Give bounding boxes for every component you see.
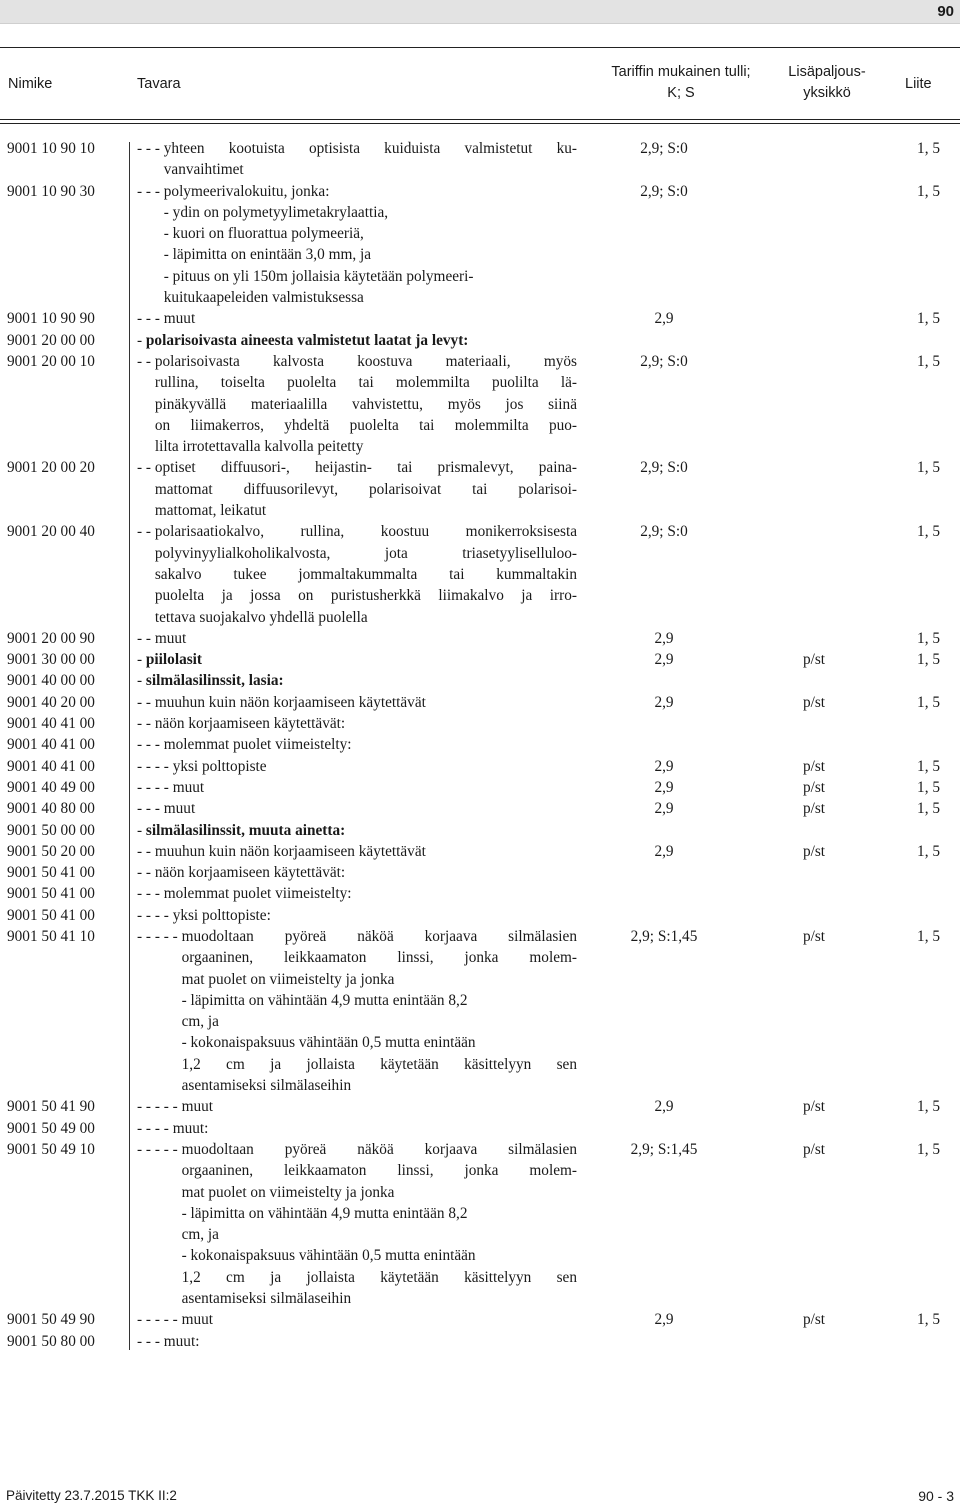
row-description	[137, 1331, 577, 1352]
header-bottom-rule	[0, 119, 960, 120]
row-code: 9001 50 49 10	[7, 1140, 95, 1158]
row-description	[137, 798, 577, 819]
row-text	[164, 1331, 577, 1352]
row-text-line: muuhun kuin näön korjaamiseen käytettävät	[154, 842, 426, 860]
row-rate: 2,9; S:0	[640, 352, 688, 370]
row-code: 9001 10 90 30	[7, 182, 95, 200]
row-text-line: orgaaninen, leikkaamaton linssi, jonka molem-	[181, 1162, 577, 1180]
row-rate: 2,9	[654, 629, 674, 647]
row-dashes: - -	[137, 864, 155, 882]
row-text-line: muut	[154, 629, 187, 647]
row-text-line: - ydin on polymetyylimetakrylaattia,	[163, 203, 389, 221]
row-code: 9001 50 80 00	[7, 1332, 95, 1350]
row-dashes: - - - - -	[137, 1311, 182, 1329]
table-row	[0, 330, 960, 351]
row-text-line: - läpimitta on vähintään 4,9 mutta enintään 8,2	[181, 1204, 468, 1222]
row-rate: 2,9; S:1,45	[630, 1140, 698, 1158]
row-unit: p/st	[802, 1311, 826, 1329]
row-description	[137, 351, 577, 457]
row-unit: p/st	[802, 800, 826, 818]
row-text-line: - pituus on yli 150m jollaisia käytetään polymeeri-	[163, 267, 474, 285]
row-description	[137, 883, 577, 904]
row-description	[137, 713, 577, 734]
row-text	[155, 862, 577, 883]
row-text-line: pinäkyvällä materiaalilla vahvistettu, myös jos siinä	[154, 395, 577, 413]
row-description	[137, 777, 577, 798]
table-row	[0, 777, 960, 798]
row-description	[137, 1139, 577, 1309]
row-code: 9001 10 90 90	[7, 310, 95, 328]
table-row	[0, 883, 960, 904]
row-liite: 1, 5	[917, 842, 940, 860]
row-text-line: cm, ja	[181, 1226, 219, 1244]
row-text	[182, 1139, 577, 1309]
row-code: 9001 50 41 00	[7, 906, 95, 924]
row-code: 9001 20 00 90	[7, 629, 95, 647]
row-code: 9001 20 00 10	[7, 352, 95, 370]
row-code: 9001 20 00 20	[7, 459, 95, 477]
row-text-line: - kokonaispaksuus vähintään 0,5 mutta enintään	[181, 1034, 476, 1052]
row-text-line: muodoltaan pyöreä näköä korjaava silmälasien	[181, 927, 577, 945]
row-text-line: polarisaatiokalvo, rullina, koostuu monikerroksisesta	[154, 523, 577, 541]
row-description	[137, 862, 577, 883]
row-rate: 2,9; S:0	[640, 140, 688, 157]
row-dashes: - - - -	[137, 778, 173, 796]
row-dashes: - - - - -	[137, 927, 182, 945]
row-unit: p/st	[802, 757, 826, 775]
row-dashes: - -	[137, 842, 155, 860]
table-row	[0, 457, 960, 521]
row-liite: 1, 5	[917, 459, 940, 477]
row-liite: 1, 5	[917, 693, 940, 711]
row-text-line: mattomat diffuusorilevyt, polarisoivat tai polarisoi-	[154, 480, 577, 498]
row-dashes: -	[137, 672, 146, 690]
table-row	[0, 670, 960, 691]
row-text-line: - kokonaispaksuus vähintään 0,5 mutta enintään	[181, 1247, 476, 1265]
row-dashes: - - -	[137, 310, 164, 328]
row-code: 9001 20 00 00	[7, 331, 95, 349]
row-rate: 2,9; S:1,45	[630, 927, 698, 945]
row-rate: 2,9	[654, 1098, 674, 1116]
table-row	[0, 692, 960, 713]
row-text	[173, 777, 577, 798]
row-text-line: piilolasit	[145, 651, 203, 669]
row-unit: p/st	[802, 927, 826, 945]
header-tulli-line2: K; S	[667, 85, 695, 101]
row-dashes: - -	[137, 629, 155, 647]
header-lisapaljous	[772, 62, 882, 104]
row-description	[137, 1096, 577, 1117]
row-dashes: - - -	[137, 885, 164, 903]
footer-updated: Päivitetty 23.7.2015 TKK II:2	[6, 1488, 177, 1503]
row-description	[137, 308, 577, 329]
row-text	[155, 457, 577, 521]
row-description	[137, 734, 577, 755]
row-rate: 2,9	[654, 651, 674, 669]
row-text-line: muut	[163, 310, 196, 328]
row-text-line: molemmat puolet viimeistelty:	[163, 736, 352, 754]
header-lisa-line2: yksikkö	[803, 85, 851, 101]
row-text	[146, 670, 577, 691]
row-text-line: polarisoivasta aineesta valmistetut laatat ja levyt:	[145, 331, 469, 349]
table-row	[0, 181, 960, 309]
row-description	[137, 692, 577, 713]
row-text	[164, 734, 577, 755]
row-text-line: muuhun kuin näön korjaamiseen käytettävät	[154, 693, 426, 711]
row-text-line: molemmat puolet viimeistelty:	[163, 885, 352, 903]
row-liite: 1, 5	[917, 182, 940, 200]
row-text-line: muut	[181, 1098, 214, 1116]
row-dashes: - - - -	[137, 1119, 173, 1137]
row-text-line: yksi polttopiste	[172, 757, 267, 775]
row-text-line: yhteen kootuista optisista kuiduista valmistetut ku-	[163, 140, 577, 157]
row-rate: 2,9	[654, 310, 674, 328]
row-description	[137, 756, 577, 777]
table-row	[0, 734, 960, 755]
row-text	[155, 841, 577, 862]
row-description	[137, 1118, 577, 1139]
row-unit: p/st	[802, 1098, 826, 1116]
row-rate: 2,9	[654, 778, 674, 796]
table-row	[0, 1331, 960, 1352]
row-text	[146, 820, 577, 841]
row-text-line: muodoltaan pyöreä näköä korjaava silmälasien	[181, 1140, 577, 1158]
row-text	[155, 628, 577, 649]
row-text	[164, 308, 577, 329]
row-description	[137, 138, 577, 181]
row-unit: p/st	[802, 778, 826, 796]
row-description	[137, 628, 577, 649]
row-dashes: - - -	[137, 800, 164, 818]
row-dashes: - -	[137, 352, 155, 370]
row-description	[137, 820, 577, 841]
row-rate: 2,9; S:0	[640, 182, 688, 200]
tariff-table	[0, 138, 960, 1352]
row-text-line: näön korjaamiseen käytettävät:	[154, 864, 346, 882]
row-rate: 2,9	[654, 1311, 674, 1329]
row-liite: 1, 5	[917, 1098, 940, 1116]
row-text-line: muut:	[163, 1332, 200, 1350]
row-rate: 2,9	[654, 800, 674, 818]
row-liite: 1, 5	[917, 140, 940, 157]
row-liite: 1, 5	[917, 651, 940, 669]
row-liite: 1, 5	[917, 1311, 940, 1329]
row-text	[182, 1096, 577, 1117]
row-dashes: - - - -	[137, 757, 173, 775]
table-row	[0, 138, 960, 181]
row-dashes: - - - - -	[137, 1098, 182, 1116]
row-code: 9001 50 20 00	[7, 842, 95, 860]
row-description	[137, 181, 577, 309]
row-text-line: puolelta ja jossa on puristusherkkä liimakalvo ja irro-	[154, 587, 577, 605]
table-row	[0, 628, 960, 649]
row-liite: 1, 5	[917, 778, 940, 796]
row-dashes: - -	[137, 715, 155, 733]
row-code: 9001 20 00 40	[7, 523, 95, 541]
row-text	[155, 351, 577, 457]
row-text-line: muut	[163, 800, 196, 818]
row-code: 9001 50 49 90	[7, 1311, 95, 1329]
row-code: 9001 50 41 10	[7, 927, 95, 945]
row-text-line: muut:	[172, 1119, 209, 1137]
row-dashes: -	[137, 821, 146, 839]
row-text-line: lilta irrotettavalla kalvolla peitetty	[154, 438, 364, 456]
row-dashes: - -	[137, 523, 155, 541]
table-row	[0, 351, 960, 457]
row-liite: 1, 5	[917, 757, 940, 775]
row-text	[173, 1118, 577, 1139]
row-code: 9001 40 00 00	[7, 672, 95, 690]
header-tavara: Tavara	[137, 76, 181, 92]
table-row	[0, 862, 960, 883]
row-text-line: asentamiseksi silmälaseihin	[181, 1290, 352, 1308]
row-code: 9001 50 41 00	[7, 885, 95, 903]
row-text-line: kuitukaapeleiden valmistuksessa	[163, 289, 364, 307]
row-text-line: orgaaninen, leikkaamaton linssi, jonka molem-	[181, 949, 577, 967]
header-bottom-rule-double	[0, 123, 960, 124]
row-description	[137, 457, 577, 521]
row-text-line: silmälasilinssit, lasia:	[145, 672, 284, 690]
page-number: 90	[937, 3, 954, 20]
row-description	[137, 670, 577, 691]
row-text-line: vanvaihtimet	[163, 161, 244, 179]
row-text-line: asentamiseksi silmälaseihin	[181, 1077, 352, 1095]
row-description	[137, 841, 577, 862]
row-rate: 2,9	[654, 693, 674, 711]
table-row	[0, 1139, 960, 1309]
row-code: 9001 50 00 00	[7, 821, 95, 839]
table-row	[0, 1096, 960, 1117]
row-dashes: - - -	[137, 1332, 164, 1350]
row-text-line: mat puolet on viimeistelty ja jonka	[181, 970, 395, 988]
row-text-line: yksi polttopiste:	[172, 906, 271, 924]
row-text	[173, 905, 577, 926]
row-description	[137, 330, 577, 351]
table-row	[0, 521, 960, 627]
row-text	[146, 330, 577, 351]
row-text-line: - läpimitta on enintään 3,0 mm, ja	[163, 246, 372, 264]
row-dashes: -	[137, 331, 146, 349]
row-text-line: mat puolet on viimeistelty ja jonka	[181, 1183, 395, 1201]
table-row	[0, 713, 960, 734]
header-tulli-line1: Tariffin mukainen tulli;	[611, 64, 751, 80]
table-row	[0, 841, 960, 862]
table-row	[0, 1118, 960, 1139]
row-code: 9001 50 41 90	[7, 1098, 95, 1116]
row-unit: p/st	[802, 693, 826, 711]
row-text	[155, 713, 577, 734]
row-description	[137, 521, 577, 627]
row-text	[173, 756, 577, 777]
row-text-line: optiset diffuusori-, heijastin- tai prismalevyt, paina-	[154, 459, 577, 477]
row-dashes: - - -	[137, 182, 164, 200]
row-text	[155, 692, 577, 713]
footer-page-ref: 90 - 3	[918, 1488, 954, 1504]
row-text	[164, 883, 577, 904]
row-description	[137, 905, 577, 926]
table-row	[0, 756, 960, 777]
row-text-line: muut	[172, 778, 205, 796]
page-number-bar	[0, 0, 960, 24]
row-text-line: näön korjaamiseen käytettävät:	[154, 715, 346, 733]
row-text-line: 1,2 cm ja jollaista käytetään käsittelyyn sen	[181, 1055, 577, 1073]
row-dashes: - - -	[137, 736, 164, 754]
row-text-line: tettava suojakalvo yhdellä puolella	[154, 608, 368, 626]
row-unit: p/st	[802, 651, 826, 669]
row-dashes: - - - -	[137, 906, 173, 924]
table-row	[0, 308, 960, 329]
row-rate: 2,9; S:0	[640, 523, 688, 541]
row-text	[164, 181, 577, 309]
row-code: 9001 40 41 00	[7, 736, 95, 754]
row-liite: 1, 5	[917, 352, 940, 370]
row-liite: 1, 5	[917, 523, 940, 541]
row-description	[137, 649, 577, 670]
table-row	[0, 1309, 960, 1330]
row-code: 9001 40 49 00	[7, 778, 95, 796]
header-liite: Liite	[905, 76, 932, 92]
row-code: 9001 40 20 00	[7, 693, 95, 711]
row-text-line: rullina, toiselta puolelta tai molemmilta puolilta lä-	[154, 374, 577, 392]
row-rate: 2,9	[654, 842, 674, 860]
row-text-line: muut	[181, 1311, 214, 1329]
row-dashes: - -	[137, 459, 155, 477]
row-code: 9001 40 41 00	[7, 715, 95, 733]
row-liite: 1, 5	[917, 310, 940, 328]
row-text-line: 1,2 cm ja jollaista käytetään käsittelyyn sen	[181, 1268, 577, 1286]
row-text-line: on liimakerros, yhdeltä puolelta tai molemmilta puo-	[154, 416, 577, 434]
row-code: 9001 40 41 00	[7, 757, 95, 775]
row-liite: 1, 5	[917, 629, 940, 647]
row-dashes: - - - - -	[137, 1140, 182, 1158]
row-text-line: polarisoivasta kalvosta koostuva materiaali, myös	[154, 352, 577, 370]
row-text	[146, 649, 577, 670]
table-row	[0, 820, 960, 841]
row-liite: 1, 5	[917, 800, 940, 818]
row-code: 9001 30 00 00	[7, 651, 95, 669]
row-unit: p/st	[802, 842, 826, 860]
row-text-line: polymeerivalokuitu, jonka:	[163, 182, 330, 200]
row-unit: p/st	[802, 1140, 826, 1158]
row-text-line: mattomat, leikatut	[154, 502, 267, 520]
table-row	[0, 798, 960, 819]
header-top-rule	[0, 47, 960, 48]
row-code: 9001 40 80 00	[7, 800, 95, 818]
row-code: 9001 10 90 10	[7, 140, 95, 157]
header-lisa-line1: Lisäpaljous-	[788, 64, 866, 80]
header-tulli	[598, 62, 764, 104]
row-text-line: sakalvo tukee jommaltakummalta tai kummaltakin	[154, 565, 577, 583]
row-text	[155, 521, 577, 627]
row-description	[137, 926, 577, 1096]
table-row	[0, 926, 960, 1096]
row-dashes: - - -	[137, 140, 164, 157]
row-text-line: polyvinyylialkoholikalvosta, jota triasetyyliselluloo-	[154, 544, 577, 562]
table-row	[0, 649, 960, 670]
row-description	[137, 1309, 577, 1330]
row-text	[164, 798, 577, 819]
row-text-line: - kuori on fluorattua polymeeriä,	[163, 225, 364, 243]
row-text	[182, 1309, 577, 1330]
row-text-line: cm, ja	[181, 1013, 219, 1031]
row-text-line: - läpimitta on vähintään 4,9 mutta enintään 8,2	[181, 991, 468, 1009]
row-dashes: -	[137, 651, 146, 669]
row-rate: 2,9; S:0	[640, 459, 688, 477]
row-code: 9001 50 49 00	[7, 1119, 95, 1137]
row-dashes: - -	[137, 693, 155, 711]
row-code: 9001 50 41 00	[7, 864, 95, 882]
row-text	[182, 926, 577, 1096]
row-rate: 2,9	[654, 757, 674, 775]
row-text-line: silmälasilinssit, muuta ainetta:	[145, 821, 346, 839]
row-liite: 1, 5	[917, 927, 940, 945]
row-liite: 1, 5	[917, 1140, 940, 1158]
table-row	[0, 905, 960, 926]
header-nimike: Nimike	[8, 76, 53, 92]
row-text	[164, 138, 577, 181]
